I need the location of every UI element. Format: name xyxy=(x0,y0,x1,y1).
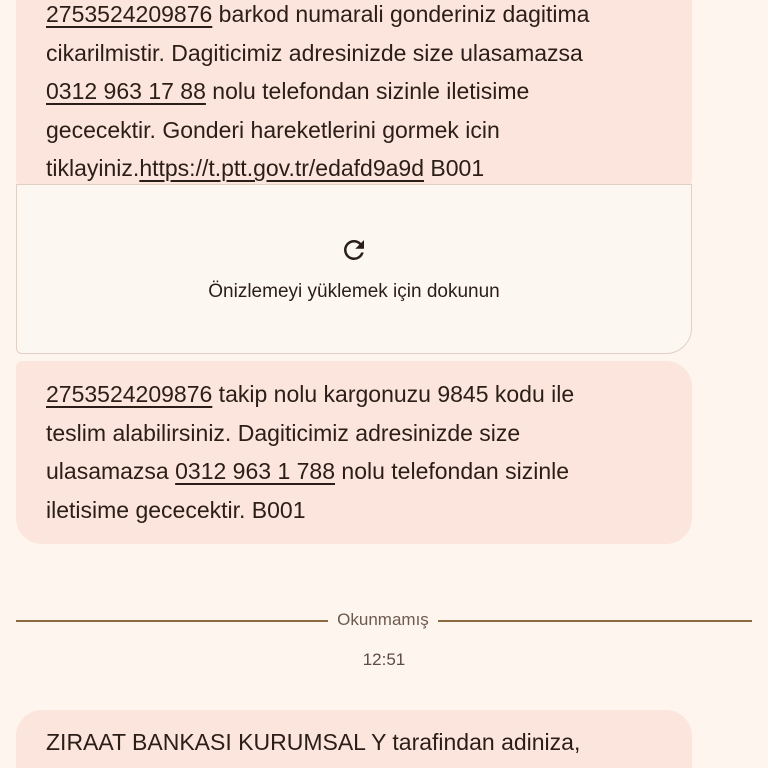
message-line xyxy=(46,452,662,491)
message-line xyxy=(46,149,662,188)
message-text: teslim alabilirsiniz. Dagiticimiz adresinizde size xyxy=(46,419,521,446)
message-timestamp: 12:51 xyxy=(362,650,406,669)
message-line xyxy=(46,0,662,34)
message-link[interactable]: 0312 963 1 788 xyxy=(175,458,336,484)
message-line xyxy=(46,111,662,150)
message-text: gececektir. Gonderi hareketlerini gormek icin xyxy=(46,116,500,143)
message-text: B001 xyxy=(424,155,485,181)
message-text: takip nolu kargonuzu 9845 kodu ile xyxy=(212,381,575,407)
message-link[interactable]: 2753524209876 xyxy=(46,381,213,407)
message-link[interactable]: 2753524209876 xyxy=(46,1,213,27)
divider-rule-left xyxy=(16,620,328,622)
message-line xyxy=(46,34,662,73)
message-text: ulasamazsa xyxy=(46,458,176,484)
unread-label: Okunmamış xyxy=(337,610,429,629)
reload-icon xyxy=(339,235,369,265)
message-bubble[interactable] xyxy=(16,710,692,768)
message-text: ZIRAAT BANKASI KURUMSAL Y tarafindan adiniza, xyxy=(46,729,581,755)
message-text: barkod numarali gonderiniz dagitima xyxy=(212,1,590,27)
message-line xyxy=(46,72,662,111)
message-text: tiklayiniz. xyxy=(46,155,140,181)
message-link[interactable]: 0312 963 17 88 xyxy=(46,78,206,104)
link-preview-card[interactable] xyxy=(16,184,692,354)
unread-divider xyxy=(16,608,752,632)
message-line xyxy=(46,414,662,453)
preview-load-label: Önizlemeyi yüklemek için dokunun xyxy=(208,281,500,302)
message-line xyxy=(46,491,662,530)
message-line xyxy=(46,375,662,414)
message-bubble[interactable] xyxy=(16,0,692,186)
message-link[interactable]: https://t.ptt.gov.tr/edafd9a9d xyxy=(139,155,425,181)
message-text: iletisime gececektir. B001 xyxy=(46,496,306,523)
message-text: nolu telefondan sizinle xyxy=(335,458,570,484)
message-text: cikarilmistir. Dagiticimiz adresinizde size ulasamazsa xyxy=(46,39,583,66)
message-line xyxy=(46,723,662,762)
message-bubble[interactable] xyxy=(16,361,692,544)
divider-rule-right xyxy=(438,620,752,622)
message-text: nolu telefondan sizinle iletisime xyxy=(205,78,530,104)
